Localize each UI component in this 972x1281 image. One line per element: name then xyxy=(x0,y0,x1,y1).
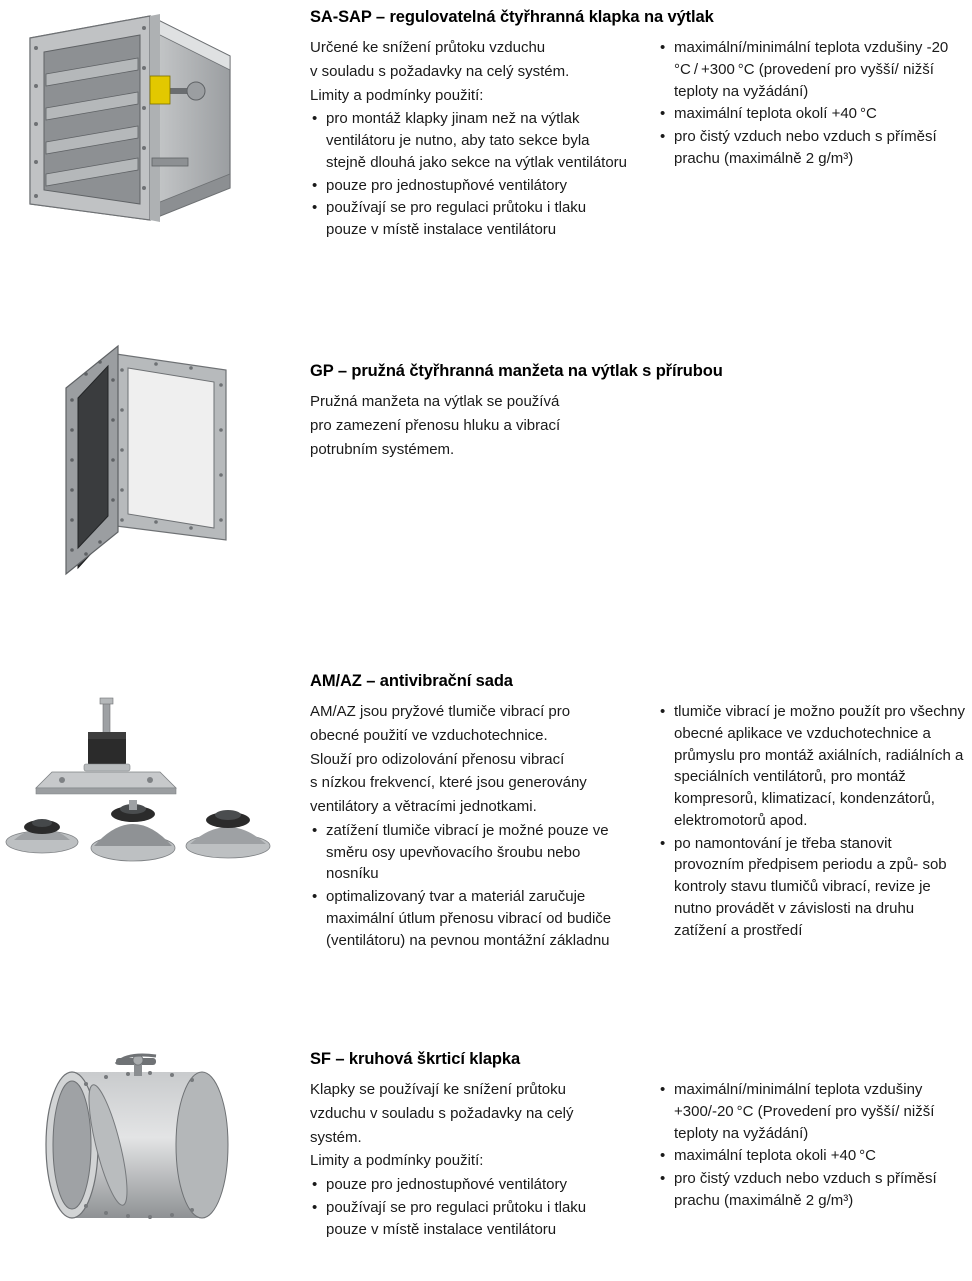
paragraph: ventilátory a větracími jednotkami. xyxy=(310,798,537,815)
antivibration-mounts-photo xyxy=(0,684,300,874)
gp-right-column xyxy=(658,391,965,462)
sa-sap-title: SA-SAP – regulovatelná čtyřhranná klapka na výtlak xyxy=(310,8,714,26)
sf-text xyxy=(310,1050,965,1241)
paragraph: Slouží pro odizolování přenosu vibrací xyxy=(310,750,565,768)
paragraph: obecné použití ve vzduchotechnice. xyxy=(310,726,548,744)
rectangular-damper-illustration xyxy=(0,8,260,238)
am-az-text xyxy=(310,672,965,952)
paragraph: v souladu s požadavky na celý systém. xyxy=(310,62,570,80)
sf-left-column xyxy=(310,1079,630,1241)
sa-sap-left-column xyxy=(310,37,630,242)
flexible-connector-illustration xyxy=(56,340,286,585)
sa-sap-text xyxy=(310,8,965,242)
paragraph: vzduchu v souladu s požadavky na celý xyxy=(310,1104,574,1122)
bullet-list xyxy=(658,701,965,941)
list-item: • pro montáž klapky jinam než na výtlak ventilátoru je nutno, aby tato sekce byla stejně dlouhá jako sekce na výtlak ventilátoru xyxy=(310,108,630,173)
list-item: • tlumiče vibrací je možno použít pro všechny obecné aplikace ve vzduchotechnice a průmyslu pro montáž axiálních, radiálních a speciálních ventilátorů, pro montáž kompresorů, klimatizací, kondenzátorů, elektromotorů apod. xyxy=(658,701,965,832)
list-item: • maximální teplota okoli +40 °C xyxy=(658,1145,965,1167)
paragraph: Klapky se používají ke snížení průtoku xyxy=(310,1081,566,1098)
am-az-title: AM/AZ – antivibrační sada xyxy=(310,672,513,690)
list-item: • používají se pro regulaci průtoku i tlaku pouze v místě instalace ventilátoru xyxy=(310,1197,630,1241)
circular-damper-illustration xyxy=(30,1050,270,1240)
mount-with-plate xyxy=(36,698,176,794)
bullet-list xyxy=(310,108,630,241)
mount-small-left xyxy=(6,819,78,853)
circular-throttle-damper-photo xyxy=(0,1050,300,1240)
mount-right xyxy=(186,810,270,858)
paragraph: pro zamezení přenosu hluku a vibrací xyxy=(310,416,561,434)
list-item: • po namontování je třeba stanovit provozním předpisem periodu a způ- sob kontroly stavu tlumičů vibrací, revize je nutno provádět v závislosti na druhu zatížení a prostředí xyxy=(658,833,965,942)
gp-left-column xyxy=(310,391,630,462)
flexible-rectangular-connector-photo xyxy=(0,340,300,585)
list-item: • pro čistý vzduch nebo vzduch s příměsí prachu (maximálně 2 g/m³) xyxy=(658,1168,965,1212)
bullet-list xyxy=(658,37,965,170)
list-item: • zatížení tlumiče vibrací je možné pouze ve směru osy upevňovacího šroubu nebo nosníku xyxy=(310,820,630,885)
list-item: • používají se pro regulaci průtoku i tlaku pouze v místě instalace ventilátoru xyxy=(310,197,630,241)
rectangular-damper-photo xyxy=(0,8,300,238)
list-item: • maximální/minimální teplota vzdušiny +300/-20 °C (Provedení pro vyšší/ nižší teploty na vyžádání) xyxy=(658,1079,965,1144)
list-item: • pouze pro jednostupňové ventilátory xyxy=(310,1174,630,1196)
am-az-left-column xyxy=(310,701,630,952)
list-item: • pro čistý vzduch nebo vzduch s příměsí prachu (maximálně 2 g/m³) xyxy=(658,126,965,170)
paragraph: potrubním systémem. xyxy=(310,440,455,458)
gp-title: GP – pružná čtyřhranná manžeta na výtlak s přírubou xyxy=(310,362,723,380)
antivibration-mounts-illustration xyxy=(0,684,300,874)
list-item: • optimalizovaný tvar a materiál zaručuje maximální útlum přenosu vibrací od budiče (ventilátoru) na pevnou montážní základnu xyxy=(310,886,630,951)
list-item: • maximální/minimální teplota vzdušiny -20 °C / +300 °C (provedení pro vyšší/ nižší teploty na vyžádání) xyxy=(658,37,965,102)
list-item: • pouze pro jednostupňové ventilátory xyxy=(310,175,630,197)
mount-center xyxy=(91,800,175,861)
paragraph: Určené ke snížení průtoku vzduchu xyxy=(310,39,546,56)
paragraph: s nízkou frekvencí, které jsou generovány xyxy=(310,774,587,792)
bullet-list xyxy=(310,820,630,952)
sf-title: SF – kruhová škrticí klapka xyxy=(310,1050,521,1068)
bullet-list xyxy=(310,1174,630,1240)
paragraph: Limity a podmínky použití: xyxy=(310,1152,484,1170)
bullet-list xyxy=(658,1079,965,1212)
paragraph: Pružná manžeta na výtlak se používá xyxy=(310,393,560,410)
paragraph: AM/AZ jsou pryžové tlumiče vibrací pro xyxy=(310,703,571,720)
sf-right-column xyxy=(658,1079,965,1241)
list-item: • maximální teplota okolí +40 °C xyxy=(658,103,965,125)
am-az-right-column xyxy=(658,701,965,952)
sa-sap-right-column xyxy=(658,37,965,242)
gp-text xyxy=(310,362,965,462)
paragraph: Limity a podmínky použití: xyxy=(310,86,484,104)
paragraph: systém. xyxy=(310,1128,362,1146)
